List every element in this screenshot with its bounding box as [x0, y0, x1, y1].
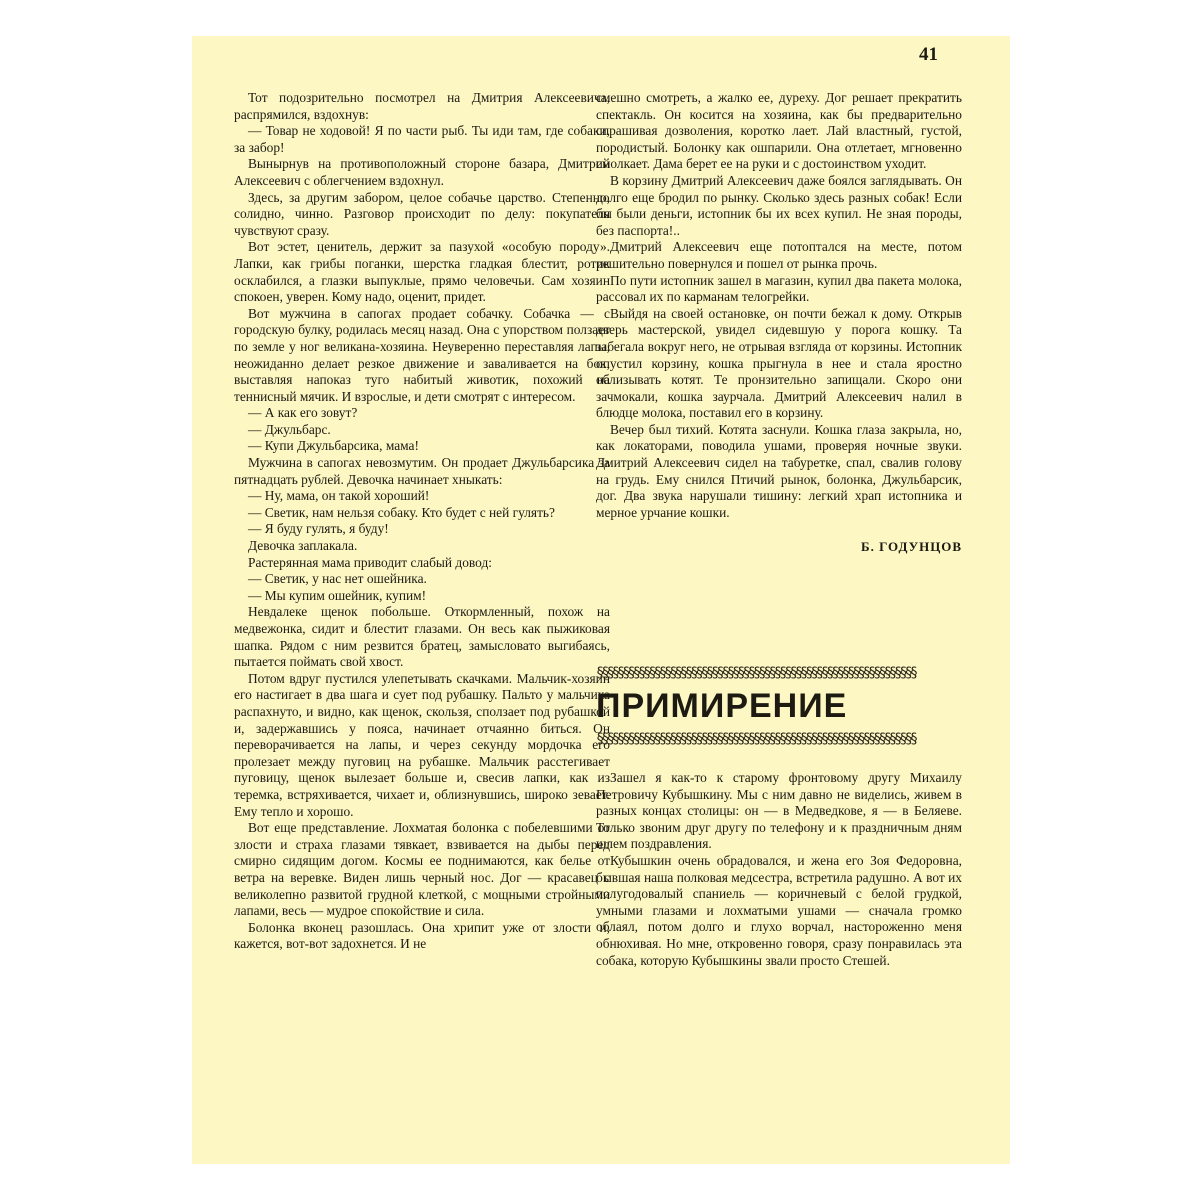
paragraph: Вот еще представление. Лохматая болонка с побелевшими от злости и страха глазами тявкает, взвивается на дыбы перед смирно сидящим догом. Космы ее поднимаются, как белье от ветра на веревке. Виден лишь черный нос. Дог — красавец с великолепно развитой грудной клеткой, с мощными стройными лапами, весь — мудрое спокойствие и сила. [234, 820, 610, 919]
paragraph: Болонка вконец разошлась. Она хрипит уже от злости и, кажется, вот-вот задохнется. И не [234, 919, 610, 952]
paragraph: — А как его зовут? [248, 405, 358, 421]
paragraph: Вот эстет, ценитель, держит за пазухой «особую породу». Лапки, как грибы поганки, шерстка гладкая блестит, ротик осклабился, а глазки выпуклые, прямо человечьи. Сам хозяин спокоен, уверен. Кому надо, оценит, придет. [234, 239, 610, 305]
paragraph: — Светик, у нас нет ошейника. [248, 571, 427, 587]
paragraph: смешно смотреть, а жалко ее, дуреху. Дог решает прекратить спектакль. Он косится на хозяина, как бы предварительно спрашивая дозволения, коротко лает. Лай властный, густой, породистый. Болонку как ошпарили. Она отлетает, мгновенно смолкает. Дама берет ее на руки и с достоинством уходит. [596, 90, 962, 172]
paragraph: Зашел я как-то к старому фронтовому другу Михаилу Петровичу Кубышкину. Мы с ним давно не виделись, живем в разных концах столицы: он — в Медведкове, я — в Беляеве. Только звоним друг другу по телефону и к праздничным дням шлем поздравления. [596, 770, 962, 852]
ornament-top: §§§§§§§§§§§§§§§§§§§§§§§§§§§§§§§§§§§§§§§§§§§§§§§§§§§§§§§§§§§§§ [596, 666, 915, 681]
paragraph: — Купи Джульбарсика, мама! [248, 438, 419, 454]
article-title: ПРИМИРЕНИЕ [596, 687, 848, 726]
paragraph: Дмитрий Алексеевич еще потоптался на месте, потом решительно повернулся и пошел от рынка прочь. [596, 239, 962, 271]
paragraph: — Джульбарс. [248, 421, 331, 437]
paragraph: Девочка заплакала. [248, 538, 358, 554]
paragraph: — Ну, мама, он такой хороший! [248, 488, 430, 504]
right-column [596, 90, 962, 969]
paragraph: — Мы купим ошейник, купим! [248, 587, 427, 603]
paragraph: Здесь, за другим забором, целое собачье царство. Степенно, солидно, чинно. Разговор происходит по делу: покупателя чувствуют сразу. [234, 189, 610, 238]
paragraph: Кубышкин очень обрадовался, и жена его Зоя Федоровна, бывшая наша полковая медсестра, встретила радушно. А вот их полугодовалый спаниель — коричневый с белой грудкой, умными глазами и лохматыми ушами — сначала громко облаял, потом долго и глухо ворчал, настороженно меня обнюхивая. Но мне, откровенно говоря, сразу понравилась эта собака, которую Кубышкины звали просто Стешей. [596, 853, 962, 968]
paragraph: По пути истопник зашел в магазин, купил два пакета молока, рассовал их по карманам телогрейки. [596, 272, 962, 305]
paragraph: Вечер был тихий. Котята заснули. Кошка глаза закрыла, но, как локаторами, поводила ушами, проверяя ночные звуки. Дмитрий Алексеевич сидел на табуретке, спал, свалив голову на грудь. Ему снился Птичий рынок, болонка, Джульбарсик, дог. Два звука нарушали тишину: легкий храп истопника и мерное урчание кошки. [596, 421, 962, 520]
magazine-page [192, 36, 1010, 1164]
paragraph: — Товар не ходовой! Я по части рыб. Ты иди там, где собаки, за забор! [234, 123, 610, 155]
paragraph: Невдалеке щенок побольше. Откормленный, похож на медвежонка, сидит и блестит глазами. Он весь как пыжиковая шапка. Рядом с ним резвится братец, замысловато выгибаясь, пытается поймать свой хвост. [234, 604, 610, 670]
page-number: 41 [919, 44, 938, 65]
paragraph: В корзину Дмитрий Алексеевич даже боялся заглядывать. Он долго еще бродил по рынку. Сколько здесь разных собак! Если бы были деньги, истопник бы их всех купил. Не зная породы, без паспорта!.. [596, 172, 962, 238]
paragraph: Выйдя на своей остановке, он почти бежал к дому. Открыв дверь мастерской, увидел сидевшую у порога кошку. Та забегала вокруг него, не отрывая взгляда от корзины. Истопник опустил корзину, кошка прыгнула в нее и стала яростно облизывать котят. Те пронзительно запищали. Скоро они зачмокали, кошка заурчала. Дмитрий Алексеевич налил в блюдце молока, поставил его в корзину. [596, 305, 962, 421]
paragraph: Растерянная мама приводит слабый довод: [248, 554, 492, 570]
story-ending [596, 90, 962, 521]
ornament-bottom: §§§§§§§§§§§§§§§§§§§§§§§§§§§§§§§§§§§§§§§§§§§§§§§§§§§§§§§§§§§§§ [596, 732, 915, 747]
paragraph: — Светик, нам нельзя собаку. Кто будет с ней гулять? [248, 504, 555, 520]
author-signature: Б. ГОДУНЦОВ [861, 539, 962, 555]
article-section [596, 666, 962, 969]
paragraph: — Я буду гулять, я буду! [248, 521, 389, 537]
paragraph: Вынырнув на противоположный стороне базара, Дмитрий Алексеевич с облегчением вздохнул. [234, 156, 610, 188]
paragraph: Вот мужчина в сапогах продает собачку. Собачка — с городскую булку, родилась месяц назад. Она с упорством ползает по земле у ног великана-хозяина. Неуверенно переставляя лапы, неожиданно делает резкое движение и заваливается на бок, выставляя напоказ туго набитый животик, похожий на теннисный мячик. И взрослые, и дети смотрят с интересом. [234, 305, 610, 404]
article-body [596, 770, 962, 969]
paragraph: Мужчина в сапогах невозмутим. Он продает Джульбарсика за пятнадцать рублей. Девочка начинает хныкать: [234, 455, 610, 487]
paragraph: Тот подозрительно посмотрел на Дмитрия Алексеевича, распрямился, вздохнув: [234, 90, 610, 122]
paragraph: Потом вдруг пустился улепетывать скачками. Мальчик-хозяин его настигает в два шага и сует под рубашку. Пальто у мальчика распахнуто, и видно, как щенок, скользя, сползает под рубашкой и, задержавшись у пояса, начинает отчаянно биться. Он переворачивается на лапы, и через секунду мордочка его пролезает между пуговиц на рубашке. Мальчик расстегивает пуговицу, щенок вылезает больше и, свесив лапки, как из теремка, встряхивается, чихает и, облизнувшись, широко зевает. Ему тепло и хорошо. [234, 670, 610, 819]
left-column [234, 90, 610, 953]
